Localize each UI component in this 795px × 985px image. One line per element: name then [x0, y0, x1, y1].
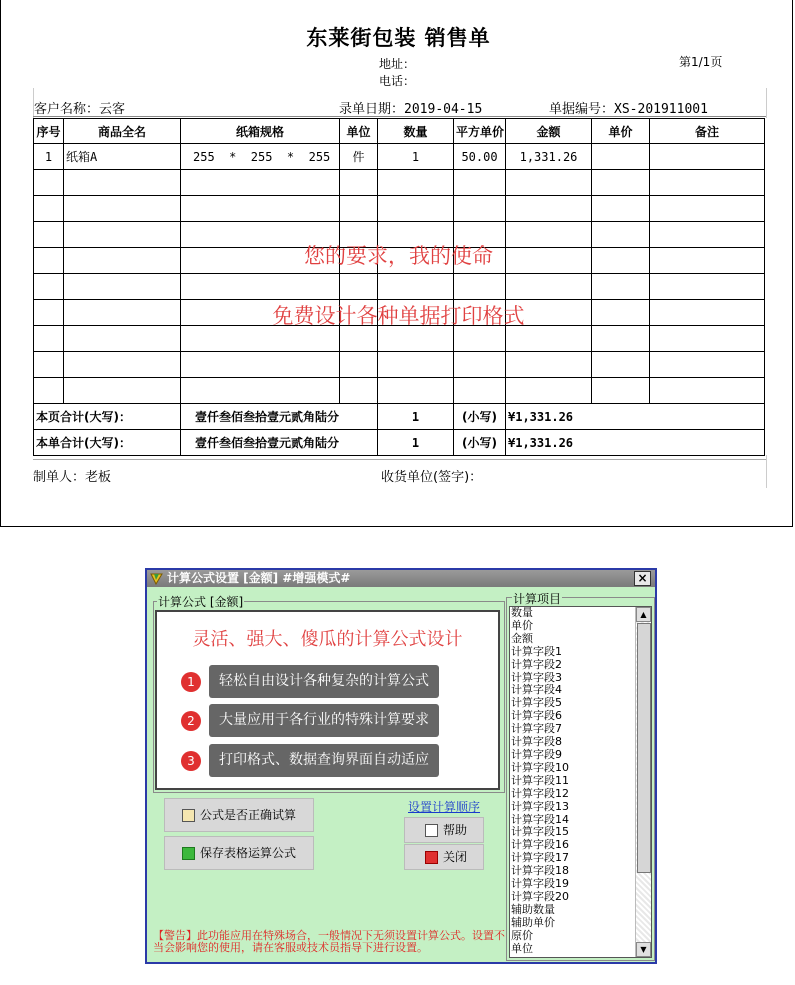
close-icon[interactable]: ×: [634, 571, 651, 586]
warning-text: 【警告】此功能应用在特殊场合，一般情况下无须设置计算公式。设置不当会影响您的使用，请在客服或技术员指导下进行设置。: [153, 929, 505, 954]
cell-price: [592, 144, 650, 170]
list-item[interactable]: 计算字段12: [511, 786, 569, 800]
list-item[interactable]: 计算字段1: [511, 644, 562, 658]
cell-qty: 1: [378, 144, 454, 170]
list-item[interactable]: 计算字段7: [511, 722, 562, 736]
star-doc-icon: [182, 809, 195, 822]
feature-number: 1: [181, 672, 201, 692]
divider: [33, 116, 766, 117]
margin-guide: [766, 455, 767, 488]
scroll-down-icon[interactable]: ▼: [636, 942, 651, 957]
table-row-empty: [34, 378, 765, 404]
app-icon: [150, 572, 163, 585]
cell-seq: 1: [34, 144, 64, 170]
feature-item: 打印格式、数据查询界面自动适应: [209, 744, 439, 777]
list-item[interactable]: 计算字段5: [511, 696, 562, 710]
page-total-amount: ¥1,331.26: [506, 404, 765, 430]
items-table: [33, 118, 765, 456]
page-total-label: 本页合计(大写)：: [34, 404, 181, 430]
list-item[interactable]: 计算字段4: [511, 683, 562, 697]
list-item[interactable]: 计算字段11: [511, 773, 569, 787]
list-item[interactable]: 金额: [511, 631, 533, 645]
list-item[interactable]: 数量: [511, 606, 533, 619]
list-item[interactable]: 计算字段13: [511, 799, 569, 813]
test-formula-label: 公式是否正确试算: [200, 808, 297, 822]
list-item[interactable]: 计算字段6: [511, 709, 562, 723]
table-row-empty: [34, 196, 765, 222]
list-item[interactable]: 计算字段19: [511, 877, 569, 891]
maker-label: 制单人：: [33, 470, 86, 485]
close-x-icon: [425, 851, 438, 864]
date-field: [339, 98, 482, 117]
promo-slogan: 免费设计各种单据打印格式: [272, 304, 525, 328]
col-header: 序号: [34, 119, 64, 144]
page-total-qty: 1: [378, 404, 454, 430]
table-row[interactable]: [34, 144, 765, 170]
divider: [33, 459, 766, 460]
list-item[interactable]: 计算字段10: [511, 760, 569, 774]
list-item[interactable]: 辅助单价: [511, 915, 555, 929]
table-row-empty: [34, 274, 765, 300]
cell-note: [650, 144, 765, 170]
dialog-titlebar[interactable]: [147, 570, 655, 587]
col-header: 金额: [506, 119, 592, 144]
check-icon: [182, 847, 195, 860]
calc-items: [510, 607, 651, 955]
address-label: 地址：: [379, 57, 416, 71]
close-button[interactable]: [404, 844, 484, 870]
list-item[interactable]: 计算字段20: [511, 889, 569, 903]
doc-total-words: 壹仟叁佰叁拾壹元贰角陆分: [181, 430, 378, 456]
scroll-thumb[interactable]: [637, 623, 651, 873]
list-item[interactable]: 计算字段8: [511, 735, 562, 749]
list-item[interactable]: 单位: [511, 941, 533, 955]
close-label: 关闭: [443, 850, 468, 864]
formula-editor[interactable]: [155, 610, 500, 790]
formula-dialog: [145, 568, 657, 964]
col-header: 单位: [340, 119, 378, 144]
col-header: 备注: [650, 119, 765, 144]
date-value: 2019-04-15: [404, 102, 483, 117]
col-header: 纸箱规格: [181, 119, 340, 144]
col-header: 数量: [378, 119, 454, 144]
feature-item: 轻松自由设计各种复杂的计算公式: [209, 665, 439, 698]
doc-total-row: [34, 430, 765, 456]
save-formula-label: 保存表格运算公式: [200, 846, 297, 860]
list-item[interactable]: 原价: [511, 928, 533, 942]
doc-total-qty: 1: [378, 430, 454, 456]
customer-field: [34, 98, 125, 117]
invoice-title: 东莱街包装 销售单: [306, 26, 491, 50]
table-header-row: [34, 119, 765, 144]
help-button[interactable]: [404, 817, 484, 843]
help-label: 帮助: [443, 823, 468, 837]
doc-total-small-label: (小写): [454, 430, 506, 456]
cell-name: 纸箱A: [64, 144, 181, 170]
items-group-label: 计算项目: [513, 592, 562, 606]
doc-total-amount: ¥1,331.26: [506, 430, 765, 456]
help-icon: [425, 824, 438, 837]
page-indicator: 第1/1页: [679, 55, 723, 69]
doc-total-label: 本单合计(大写)：: [34, 430, 181, 456]
cell-sqprice: 50.00: [454, 144, 506, 170]
table-row-empty: [34, 352, 765, 378]
page-total-words: 壹仟叁佰叁拾壹元贰角陆分: [181, 404, 378, 430]
cell-spec: 255 * 255 * 255: [181, 144, 340, 170]
date-label: 录单日期：: [339, 102, 405, 117]
list-item[interactable]: 计算字段14: [511, 812, 569, 826]
dialog-title: 计算公式设置 [金额] #增强模式#: [167, 571, 351, 585]
receiver-label: 收货单位(签字)：: [381, 470, 483, 485]
formula-headline: 灵活、强大、傻瓜的计算公式设计: [192, 629, 463, 650]
page-total-row: [34, 404, 765, 430]
feature-number: 2: [181, 711, 201, 731]
promo-slogan: 您的要求，我的使命: [304, 244, 493, 268]
feature-number: 3: [181, 751, 201, 771]
docno-label: 单据编号：: [549, 102, 615, 117]
docno-field: [549, 98, 708, 117]
customer-value: 云客: [99, 102, 126, 117]
col-header: 单价: [592, 119, 650, 144]
save-formula-button[interactable]: [164, 836, 314, 870]
list-item[interactable]: 辅助数量: [511, 902, 555, 916]
cell-unit: 件: [340, 144, 378, 170]
list-scrollbar[interactable]: [635, 607, 651, 957]
margin-guide: [766, 88, 767, 118]
list-item[interactable]: 计算字段15: [511, 825, 569, 839]
docno-value: XS-201911001: [614, 102, 708, 117]
feature-item: 大量应用于各行业的特殊计算要求: [209, 704, 439, 737]
list-item[interactable]: 单价: [511, 618, 533, 632]
scroll-up-icon[interactable]: ▲: [636, 607, 651, 622]
phone-label: 电话：: [379, 74, 416, 88]
formula-group-label: 计算公式 [金额]: [158, 595, 244, 609]
cell-amount: 1,331.26: [506, 144, 592, 170]
test-formula-button[interactable]: [164, 798, 314, 832]
maker-value: 老板: [85, 470, 112, 485]
col-header: 平方单价: [454, 119, 506, 144]
list-item[interactable]: 计算字段17: [511, 851, 569, 865]
col-header: 商品全名: [64, 119, 181, 144]
list-item[interactable]: 计算字段16: [511, 838, 569, 852]
list-item[interactable]: 计算字段18: [511, 864, 569, 878]
list-item[interactable]: 计算字段2: [511, 657, 562, 671]
calc-items-list[interactable]: [509, 606, 652, 958]
page-total-small-label: (小写): [454, 404, 506, 430]
customer-label: 客户名称：: [34, 102, 100, 117]
table-row-empty: [34, 170, 765, 196]
maker-field: [33, 466, 111, 485]
list-item[interactable]: 计算字段9: [511, 747, 562, 761]
list-item[interactable]: 计算字段3: [511, 670, 562, 684]
set-order-link[interactable]: 设置计算顺序: [408, 800, 481, 814]
